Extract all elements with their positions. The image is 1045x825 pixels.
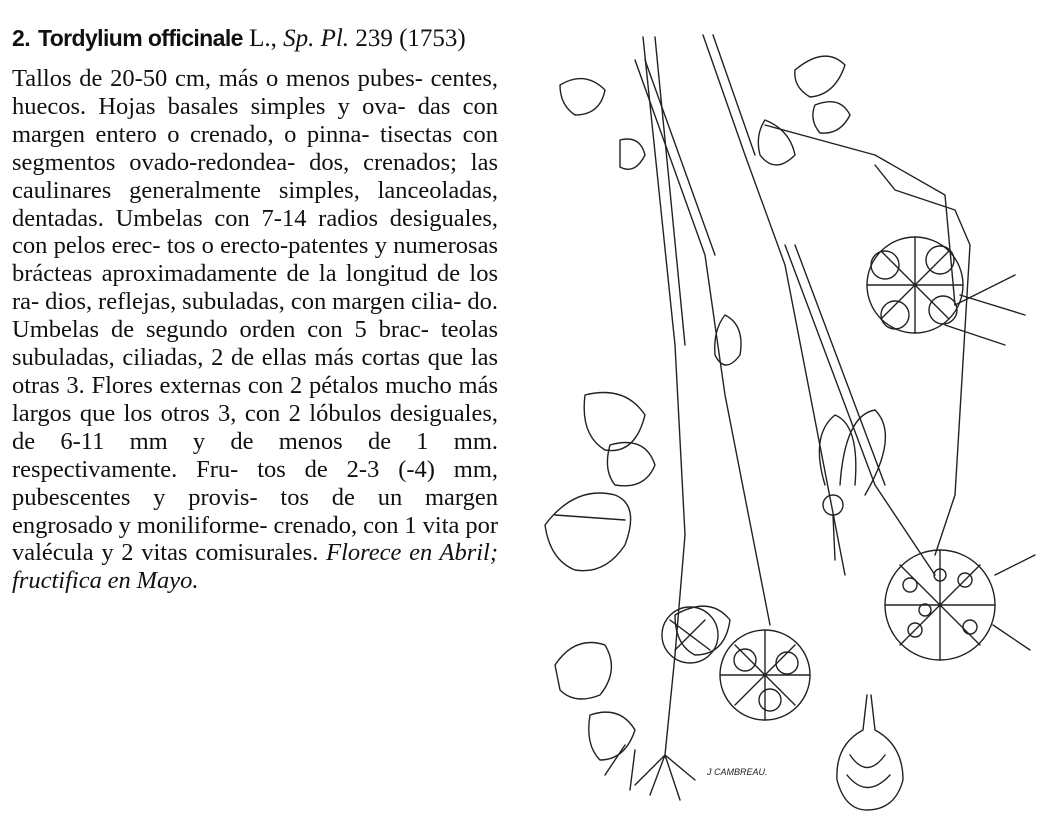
publication-page: 239: [355, 25, 393, 52]
description-line: dios, reflejas, subuladas, con margen cilia-: [45, 288, 462, 316]
species-author: L.,: [249, 25, 277, 52]
description-line: tos de un margen engrosado y moniliforme-: [12, 483, 499, 539]
description-line: simples, lanceoladas, dentadas. Umbelas: [12, 176, 498, 232]
species-number: 2.: [12, 25, 30, 51]
description-line: teolas subuladas, ciliadas, 2 de ellas más: [12, 316, 499, 372]
description-line: cortas que las otras 3. Flores externas con: [12, 344, 498, 399]
description-line: tos de 2-3 (-4) mm, pubescentes y provis-: [12, 455, 499, 511]
flower-stalk: [635, 60, 770, 625]
upper-leaf: [795, 56, 845, 97]
description-line: dos, crenados; las caulinares generalmente: [12, 148, 499, 204]
roots: [635, 755, 695, 800]
description-line: das con margen entero o crenado, o pinna-: [12, 92, 499, 148]
phenology-text-end: Mayo.: [136, 567, 199, 595]
description-line: Tallos de 20-50 cm, más o menos pubes-: [12, 65, 423, 92]
description-line: 3, con 2 lóbulos desiguales, de 6-11 mm y: [12, 399, 499, 455]
description-line: aproximadamente de la longitud de los ra-: [12, 260, 498, 316]
fruit-stalk: [785, 245, 935, 575]
species-description: [12, 65, 498, 595]
basal-leaf: [545, 493, 631, 571]
species-name: Tordylium officinale: [37, 25, 243, 51]
fruit-detail: [837, 695, 903, 810]
basal-leaf: [555, 643, 611, 700]
phenology-text: Florece en Abril; fructifica en: [12, 539, 499, 595]
description-line: do. Umbelas de segundo orden con 5 brac-: [12, 288, 499, 344]
upper-leaf: [560, 79, 605, 115]
description-line: de menos de 1 mm. respectivamente. Fru-: [12, 427, 499, 483]
description-line: comisurales.: [195, 539, 319, 567]
description-line: tisectas con segmentos ovado-redondea-: [12, 120, 499, 176]
description-line: 2 pétalos mucho más largos que los otros: [12, 371, 498, 427]
publication-year: (1753): [399, 25, 466, 52]
description-line: con 7-14 radios desiguales, con pelos erec-: [12, 204, 498, 260]
description-line: crenado, con 1 vita por valécula y 2 vitas: [12, 511, 498, 567]
illustrator-signature: J CAMBREAU.: [707, 767, 768, 777]
botanical-illustration: [515, 15, 1045, 825]
basal-leaf: [584, 393, 645, 451]
species-entry: [12, 22, 498, 595]
species-heading: [12, 22, 498, 55]
stalk-right: [703, 35, 845, 575]
main-stem: [643, 37, 685, 755]
description-line: tos o erecto-patentes y numerosas brácteas: [12, 232, 498, 288]
publication-title: Sp. Pl.: [283, 25, 350, 52]
description-line: centes, huecos. Hojas basales simples y ova-: [12, 65, 499, 120]
